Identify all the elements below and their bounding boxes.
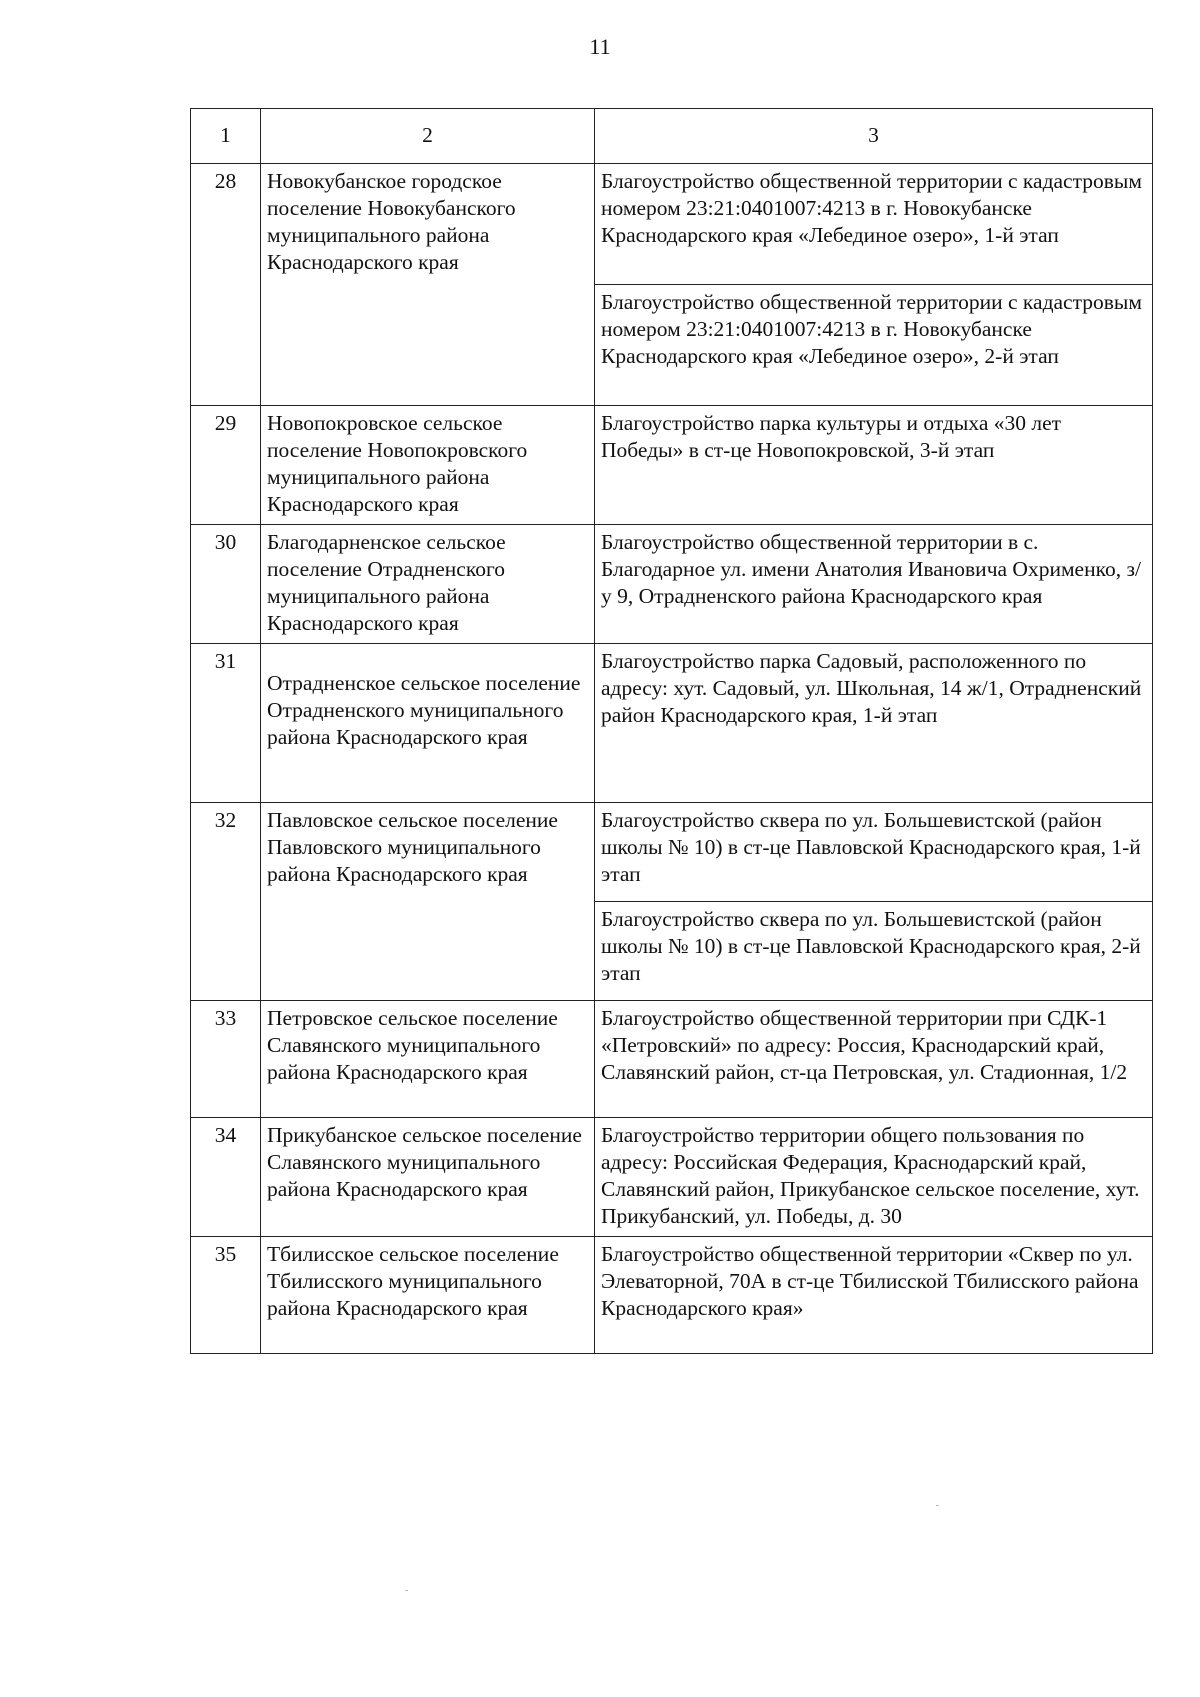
objects-table — [190, 108, 1153, 1354]
table-row — [191, 164, 1153, 285]
table-row — [191, 1118, 1153, 1237]
municipality-name: Отрадненское сельское поселение Отрадненского муниципального района Краснодарского края — [261, 644, 595, 803]
row-number: 31 — [191, 644, 261, 803]
row-number: 35 — [191, 1237, 261, 1354]
column-header-3: 3 — [595, 109, 1153, 164]
object-description: Благоустройство общественной территории с кадастровым номером 23:21:0401007:4213 в г. Новокубанске Краснодарского края «Лебединое озеро», 1-й этап — [595, 164, 1153, 285]
municipality-name: Тбилисское сельское поселение Тбилисского муниципального района Краснодарского края — [261, 1237, 595, 1354]
row-number: 33 — [191, 1001, 261, 1118]
object-description: Благоустройство общественной территории с кадастровым номером 23:21:0401007:4213 в г. Новокубанске Краснодарского края «Лебединое озеро», 2-й этап — [595, 285, 1153, 406]
scan-speck — [405, 1590, 408, 1591]
object-description: Благоустройство общественной территории «Сквер по ул. Элеваторной, 70А в ст-це Тбилисской Тбилисского района Краснодарского края» — [595, 1237, 1153, 1354]
object-description: Благоустройство общественной территории при СДК-1 «Петровский» по адресу: Россия, Краснодарский край, Славянский район, ст-ца Петровская, ул. Стадионная, 1/2 — [595, 1001, 1153, 1118]
object-description: Благоустройство парка культуры и отдыха «30 лет Победы» в ст-це Новопокровской, 3-й этап — [595, 406, 1153, 525]
object-description: Благоустройство сквера по ул. Большевистской (район школы № 10) в ст-це Павловской Краснодарского края, 1-й этап — [595, 803, 1153, 902]
municipality-name: Петровское сельское поселение Славянского муниципального района Краснодарского края — [261, 1001, 595, 1118]
table-row — [191, 644, 1153, 803]
municipality-name: Благодарненское сельское поселение Отрадненского муниципального района Краснодарского края — [261, 525, 595, 644]
column-header-1: 1 — [191, 109, 261, 164]
municipality-name: Павловское сельское поселение Павловского муниципального района Краснодарского края — [261, 803, 595, 1001]
row-number: 34 — [191, 1118, 261, 1237]
table-row — [191, 1001, 1153, 1118]
table-row — [191, 525, 1153, 644]
table-row — [191, 803, 1153, 902]
row-number: 29 — [191, 406, 261, 525]
municipality-name: Новопокровское сельское поселение Новопокровского муниципального района Краснодарского края — [261, 406, 595, 525]
table-row — [191, 406, 1153, 525]
scan-speck — [936, 1505, 939, 1506]
row-number: 28 — [191, 164, 261, 406]
column-header-2: 2 — [261, 109, 595, 164]
municipality-name: Прикубанское сельское поселение Славянского муниципального района Краснодарского края — [261, 1118, 595, 1237]
row-number: 32 — [191, 803, 261, 1001]
object-description: Благоустройство парка Садовый, расположенного по адресу: хут. Садовый, ул. Школьная, 14 ж/1, Отрадненский район Краснодарского края, 1-й этап — [595, 644, 1153, 803]
table-header-row — [191, 109, 1153, 164]
object-description: Благоустройство сквера по ул. Большевистской (район школы № 10) в ст-це Павловской Краснодарского края, 2-й этап — [595, 902, 1153, 1001]
municipality-name: Новокубанское городское поселение Новокубанского муниципального района Краснодарского края — [261, 164, 595, 406]
page-number: 11 — [589, 34, 611, 59]
object-description: Благоустройство территории общего пользования по адресу: Российская Федерация, Краснодарский край, Славянский район, Прикубанское сельское поселение, хут. Прикубанский, ул. Победы, д. 30 — [595, 1118, 1153, 1237]
object-description: Благоустройство общественной территории в с. Благодарное ул. имени Анатолия Ивановича Охрименко, з/у 9, Отрадненского района Краснодарского края — [595, 525, 1153, 644]
table-row — [191, 1237, 1153, 1354]
row-number: 30 — [191, 525, 261, 644]
